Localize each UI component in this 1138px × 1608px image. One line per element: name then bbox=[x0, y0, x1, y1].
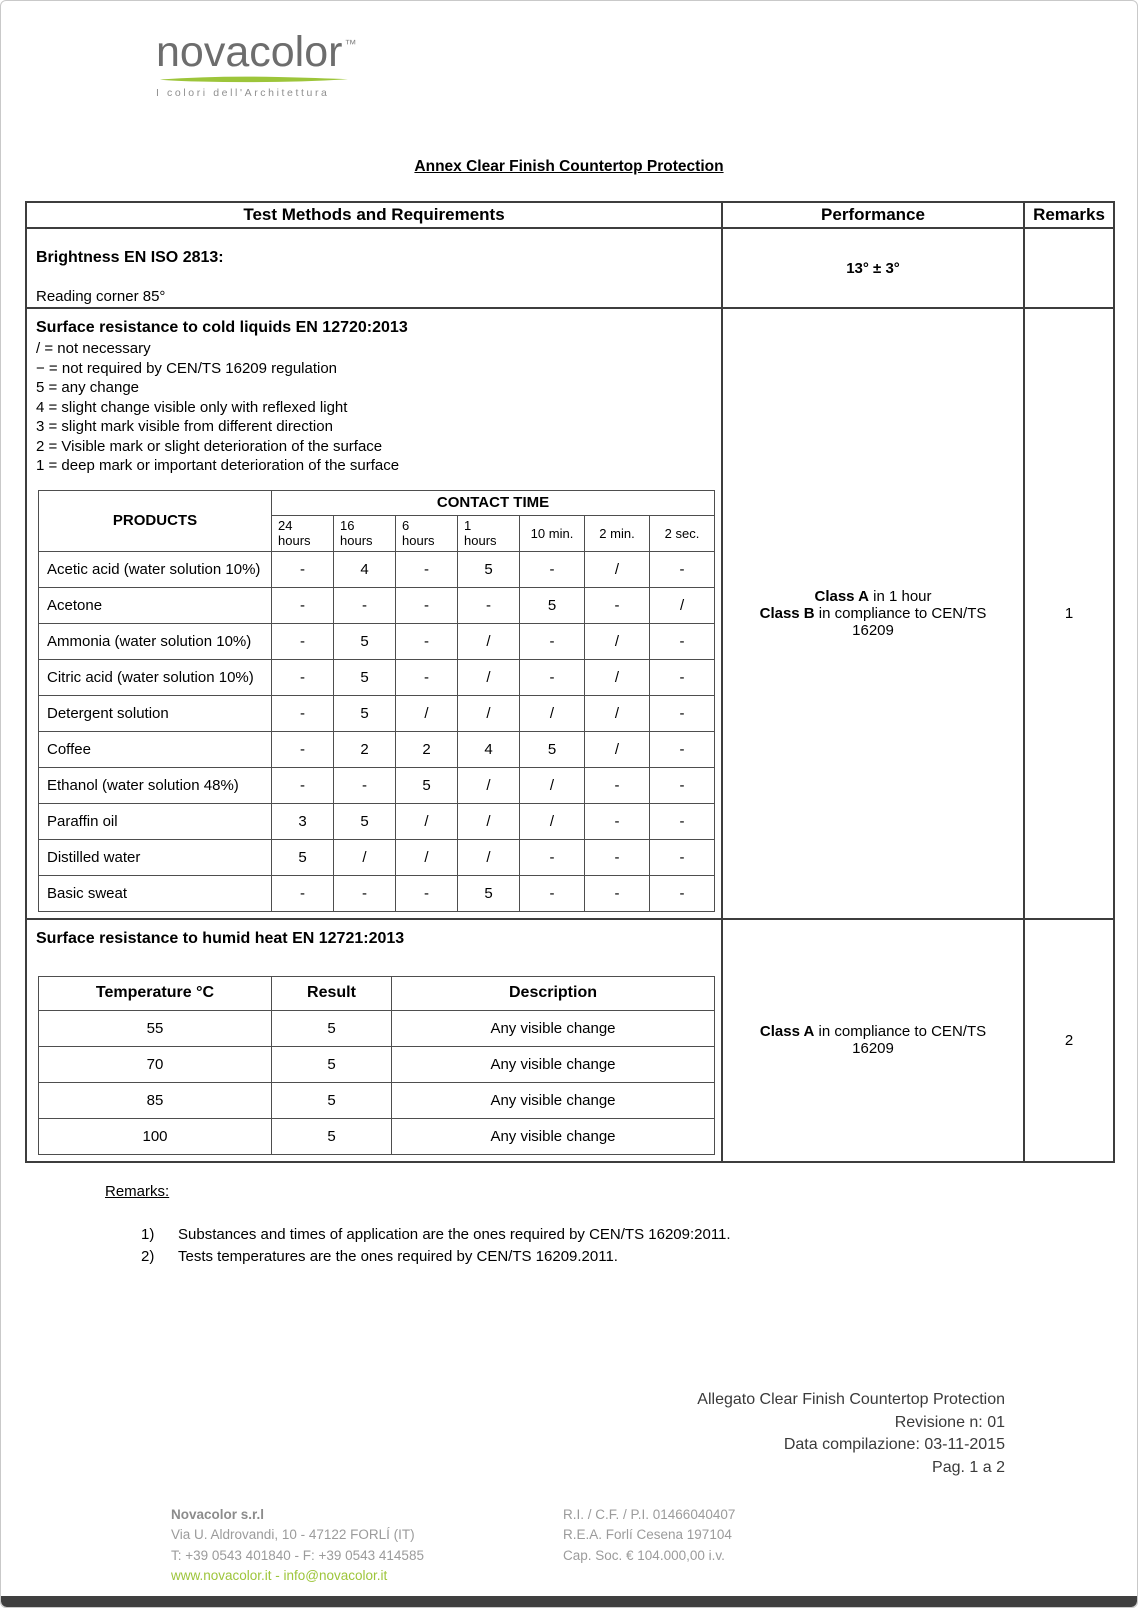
product-result-cell: - bbox=[650, 803, 715, 839]
product-result-cell: / bbox=[520, 767, 585, 803]
product-result-cell: - bbox=[650, 731, 715, 767]
remark-text: Substances and times of application are the ones required by CEN/TS 16209:2011. bbox=[178, 1226, 731, 1243]
logo-tagline: I colori dell'Architettura bbox=[156, 87, 330, 99]
temperature-row bbox=[39, 1118, 715, 1154]
description-value: Any visible change bbox=[392, 1010, 715, 1046]
products-table-body bbox=[39, 551, 715, 911]
column-header-test-methods: Test Methods and Requirements bbox=[26, 202, 722, 228]
product-row bbox=[39, 875, 715, 911]
product-result-cell: - bbox=[650, 659, 715, 695]
contact-time-col-header: 24 hours bbox=[272, 515, 334, 551]
remark-text: Tests temperatures are the ones required by CEN/TS 16209.2011. bbox=[178, 1248, 618, 1265]
product-name: Citric acid (water solution 10%) bbox=[39, 659, 272, 695]
humid-heat-method-cell bbox=[26, 919, 722, 1162]
product-name: Acetic acid (water solution 10%) bbox=[39, 551, 272, 587]
product-result-cell: 3 bbox=[272, 803, 334, 839]
remarks-heading: Remarks: bbox=[105, 1183, 170, 1200]
legend-line: 2 = Visible mark or slight deterioration of the surface bbox=[36, 437, 383, 455]
contact-time-col-header: 2 min. bbox=[585, 515, 650, 551]
brightness-method-cell bbox=[26, 228, 722, 308]
product-result-cell: - bbox=[585, 839, 650, 875]
column-header-performance: Performance bbox=[722, 202, 1024, 228]
product-result-cell: / bbox=[458, 803, 520, 839]
brightness-remark bbox=[1024, 228, 1114, 308]
test-methods-table bbox=[25, 201, 1115, 1163]
company-registration: R.I. / C.F. / P.I. 01466040407 bbox=[563, 1507, 736, 1522]
doc-footer-line: Pag. 1 a 2 bbox=[932, 1459, 1005, 1477]
temperature-value: 100 bbox=[39, 1118, 272, 1154]
product-result-cell: - bbox=[272, 695, 334, 731]
product-result-cell: / bbox=[334, 839, 396, 875]
class-a-label: Class A bbox=[814, 587, 869, 605]
product-result-cell: / bbox=[458, 839, 520, 875]
product-result-cell: - bbox=[585, 587, 650, 623]
remarks-list bbox=[141, 1226, 731, 1265]
humid-heat-row bbox=[26, 919, 1114, 1162]
product-result-cell: - bbox=[272, 767, 334, 803]
product-result-cell: / bbox=[520, 803, 585, 839]
remark-item bbox=[141, 1248, 731, 1265]
trademark-symbol: ™ bbox=[344, 37, 357, 51]
logo-text: novacolor bbox=[156, 28, 343, 76]
company-address: Via U. Aldrovandi, 10 - 47122 FORLÍ (IT) bbox=[171, 1527, 415, 1543]
temperature-table-body bbox=[39, 1010, 715, 1154]
description-value: Any visible change bbox=[392, 1046, 715, 1082]
humid-heat-performance bbox=[722, 919, 1024, 1162]
product-row bbox=[39, 623, 715, 659]
product-row bbox=[39, 659, 715, 695]
product-result-cell: - bbox=[396, 551, 458, 587]
product-result-cell: 5 bbox=[520, 587, 585, 623]
company-website-link[interactable]: www.novacolor.it - info@novacolor.it bbox=[171, 1567, 388, 1583]
result-value: 5 bbox=[272, 1046, 392, 1082]
product-row bbox=[39, 551, 715, 587]
product-result-cell: / bbox=[585, 659, 650, 695]
cold-liquids-row bbox=[26, 308, 1114, 919]
product-name: Ammonia (water solution 10%) bbox=[39, 623, 272, 659]
product-result-cell: 4 bbox=[334, 551, 396, 587]
result-value: 5 bbox=[272, 1118, 392, 1154]
company-phone: T: +39 0543 401840 - F: +39 0543 414585 bbox=[171, 1547, 424, 1563]
product-result-cell: - bbox=[272, 623, 334, 659]
company-footer bbox=[171, 1505, 735, 1586]
product-result-cell: - bbox=[334, 587, 396, 623]
product-result-cell: - bbox=[585, 767, 650, 803]
description-column-header: Description bbox=[392, 976, 715, 1010]
class-a-text: in compliance to CEN/TS 16209 bbox=[814, 1023, 987, 1058]
legend-line: 4 = slight change visible only with reflexed light bbox=[36, 398, 348, 416]
product-result-cell: 2 bbox=[334, 731, 396, 767]
products-contact-time-table bbox=[38, 490, 715, 912]
product-result-cell: 5 bbox=[334, 623, 396, 659]
product-result-cell: 5 bbox=[396, 767, 458, 803]
product-result-cell: / bbox=[585, 623, 650, 659]
cold-liquids-method-cell bbox=[26, 308, 722, 919]
document-footer bbox=[697, 1389, 1005, 1480]
company-name: Novacolor s.r.l bbox=[171, 1507, 265, 1522]
legend-line: − = not required by CEN/TS 16209 regulation bbox=[36, 359, 338, 377]
product-result-cell: - bbox=[272, 659, 334, 695]
contact-time-col-header: 6 hours bbox=[396, 515, 458, 551]
temperature-value: 85 bbox=[39, 1082, 272, 1118]
doc-footer-line: Revisione n: 01 bbox=[894, 1413, 1005, 1431]
company-footer-left bbox=[171, 1505, 563, 1586]
product-result-cell: / bbox=[520, 695, 585, 731]
product-name: Coffee bbox=[39, 731, 272, 767]
product-result-cell: / bbox=[585, 731, 650, 767]
product-result-cell: / bbox=[396, 803, 458, 839]
result-value: 5 bbox=[272, 1082, 392, 1118]
product-result-cell: 5 bbox=[334, 803, 396, 839]
product-result-cell: 5 bbox=[334, 695, 396, 731]
product-result-cell: 5 bbox=[458, 875, 520, 911]
remark-item bbox=[141, 1226, 731, 1243]
temperature-column-header: Temperature °C bbox=[39, 976, 272, 1010]
product-name: Detergent solution bbox=[39, 695, 272, 731]
remark-number: 2) bbox=[141, 1248, 155, 1265]
doc-footer-line: Allegato Clear Finish Countertop Protection bbox=[697, 1391, 1005, 1408]
product-result-cell: / bbox=[585, 695, 650, 731]
product-name: Basic sweat bbox=[39, 875, 272, 911]
product-name: Acetone bbox=[39, 587, 272, 623]
product-result-cell: / bbox=[458, 695, 520, 731]
page-title: Annex Clear Finish Countertop Protection bbox=[414, 158, 724, 175]
product-result-cell: / bbox=[458, 659, 520, 695]
product-result-cell: - bbox=[585, 875, 650, 911]
cold-liquids-heading: Surface resistance to cold liquids EN 12720:2013 bbox=[36, 319, 408, 336]
description-value: Any visible change bbox=[392, 1082, 715, 1118]
product-result-cell: - bbox=[650, 875, 715, 911]
remark-number: 1) bbox=[141, 1226, 155, 1243]
product-row bbox=[39, 731, 715, 767]
product-name: Distilled water bbox=[39, 839, 272, 875]
product-result-cell: / bbox=[396, 839, 458, 875]
column-header-remarks: Remarks bbox=[1024, 202, 1114, 228]
temperature-result-table bbox=[38, 976, 715, 1155]
result-column-header: Result bbox=[272, 976, 392, 1010]
contact-time-col-header: 1 hours bbox=[458, 515, 520, 551]
product-result-cell: - bbox=[520, 551, 585, 587]
contact-time-col-header: 16 hours bbox=[334, 515, 396, 551]
cold-liquids-legend bbox=[36, 339, 713, 476]
products-column-header: PRODUCTS bbox=[39, 490, 272, 551]
temperature-row bbox=[39, 1010, 715, 1046]
product-name: Ethanol (water solution 48%) bbox=[39, 767, 272, 803]
product-result-cell: - bbox=[272, 731, 334, 767]
product-row bbox=[39, 587, 715, 623]
product-result-cell: - bbox=[334, 767, 396, 803]
product-row bbox=[39, 839, 715, 875]
product-result-cell: / bbox=[458, 767, 520, 803]
product-result-cell: - bbox=[650, 767, 715, 803]
doc-footer-line: Data compilazione: 03-11-2015 bbox=[783, 1436, 1005, 1454]
result-value: 5 bbox=[272, 1010, 392, 1046]
product-result-cell: - bbox=[272, 551, 334, 587]
product-name: Paraffin oil bbox=[39, 803, 272, 839]
brightness-label: Brightness EN ISO 2813: bbox=[36, 249, 224, 266]
product-result-cell: / bbox=[396, 695, 458, 731]
class-b-label: Class B bbox=[759, 604, 815, 622]
brightness-sublabel: Reading corner 85° bbox=[36, 288, 166, 305]
company-footer-right bbox=[563, 1505, 735, 1586]
product-result-cell: - bbox=[585, 803, 650, 839]
contact-time-col-header: 2 sec. bbox=[650, 515, 715, 551]
temperature-value: 55 bbox=[39, 1010, 272, 1046]
product-result-cell: / bbox=[650, 587, 715, 623]
product-result-cell: - bbox=[272, 587, 334, 623]
remarks-section bbox=[105, 1183, 731, 1270]
brightness-performance: 13° ± 3° bbox=[722, 228, 1024, 308]
product-result-cell: - bbox=[650, 551, 715, 587]
class-a-label: Class A bbox=[759, 1023, 815, 1041]
product-result-cell: 5 bbox=[458, 551, 520, 587]
products-table-header-row1 bbox=[39, 490, 715, 515]
logo-wordmark bbox=[156, 28, 357, 76]
logo-swoosh-icon bbox=[158, 75, 350, 84]
product-result-cell: - bbox=[334, 875, 396, 911]
legend-line: 3 = slight mark visible from different direction bbox=[36, 418, 333, 435]
novacolor-logo bbox=[156, 28, 357, 99]
product-result-cell: 5 bbox=[272, 839, 334, 875]
product-row bbox=[39, 767, 715, 803]
product-result-cell: - bbox=[520, 875, 585, 911]
product-result-cell: / bbox=[585, 551, 650, 587]
brightness-row bbox=[26, 228, 1114, 308]
temperature-row bbox=[39, 1046, 715, 1082]
company-rea: R.E.A. Forlí Cesena 197104 bbox=[563, 1527, 732, 1543]
product-result-cell: - bbox=[650, 695, 715, 731]
product-result-cell: - bbox=[458, 587, 520, 623]
product-result-cell: - bbox=[650, 623, 715, 659]
product-result-cell: 5 bbox=[334, 659, 396, 695]
contact-time-header: CONTACT TIME bbox=[272, 490, 715, 515]
cold-liquids-remark: 1 bbox=[1024, 308, 1114, 919]
humid-heat-remark: 2 bbox=[1024, 919, 1114, 1162]
page-bottom-bar bbox=[1, 1596, 1137, 1607]
temperature-value: 70 bbox=[39, 1046, 272, 1082]
product-result-cell: - bbox=[396, 587, 458, 623]
product-result-cell: - bbox=[396, 875, 458, 911]
product-row bbox=[39, 803, 715, 839]
product-result-cell: - bbox=[650, 839, 715, 875]
product-result-cell: 5 bbox=[520, 731, 585, 767]
product-result-cell: - bbox=[520, 839, 585, 875]
temperature-row bbox=[39, 1082, 715, 1118]
contact-time-col-header: 10 min. bbox=[520, 515, 585, 551]
description-value: Any visible change bbox=[392, 1118, 715, 1154]
legend-line: 5 = any change bbox=[36, 379, 140, 396]
class-a-text: in 1 hour bbox=[868, 587, 932, 605]
cold-liquids-performance bbox=[722, 308, 1024, 919]
product-result-cell: - bbox=[272, 875, 334, 911]
legend-line: 1 = deep mark or important deterioration of the surface bbox=[36, 457, 400, 474]
company-capital: Cap. Soc. € 104.000,00 i.v. bbox=[563, 1547, 725, 1563]
product-result-cell: 2 bbox=[396, 731, 458, 767]
product-result-cell: / bbox=[458, 623, 520, 659]
temperature-table-header-row bbox=[39, 976, 715, 1010]
product-result-cell: - bbox=[396, 623, 458, 659]
product-row bbox=[39, 695, 715, 731]
humid-heat-heading: Surface resistance to humid heat EN 12721:2013 bbox=[36, 929, 405, 947]
product-result-cell: - bbox=[520, 659, 585, 695]
product-result-cell: 4 bbox=[458, 731, 520, 767]
main-table-header-row bbox=[26, 202, 1114, 228]
product-result-cell: - bbox=[396, 659, 458, 695]
legend-line: / = not necessary bbox=[36, 340, 151, 357]
product-result-cell: - bbox=[520, 623, 585, 659]
class-b-text: in compliance to CEN/TS 16209 bbox=[814, 604, 987, 639]
